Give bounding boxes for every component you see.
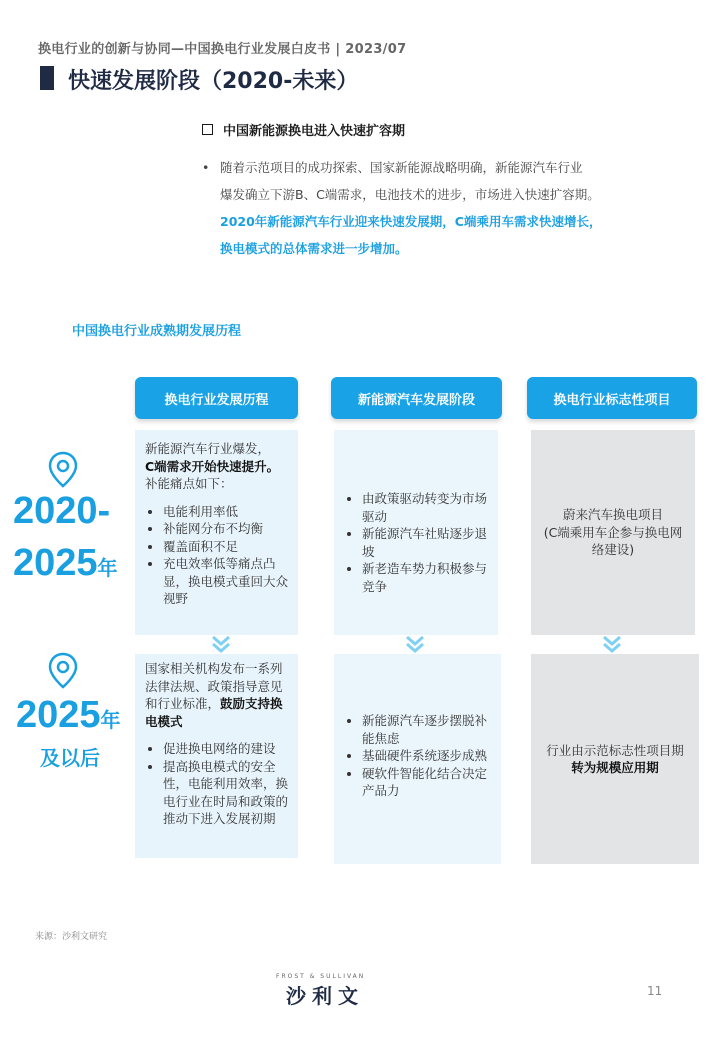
intro-highlight-1: 2020年新能源汽车行业迎来快速发展期，C端乘用车需求快速增长， bbox=[220, 214, 602, 229]
intro-line-2: 爆发确立下游B、C端需求，电池技术的进步，市场进入快速扩容期。 bbox=[220, 187, 600, 202]
bullet-icon: • bbox=[202, 160, 210, 175]
source-note: 来源：沙利文研究 bbox=[35, 932, 108, 942]
column-header-3: 换电行业标志性项目 bbox=[527, 377, 697, 419]
intro-highlight-2: 换电模式的总体需求进一步增加。 bbox=[220, 241, 408, 256]
location-pin-icon bbox=[48, 451, 78, 489]
list-item: • 提高换电模式的安全性，电能利用效率，换电行业在时局和政策的推动下进入发展初期 bbox=[163, 758, 290, 828]
period1-card-nev bbox=[334, 430, 498, 635]
checkbox-square-icon bbox=[202, 124, 213, 135]
intro-line-1: 随着示范项目的成功探索、国家新能源战略明确，新能源汽车行业 bbox=[220, 160, 583, 175]
period2-col3-text: 行业由示范标志性项目期转为规模应用期 bbox=[546, 742, 684, 775]
period1-card-industry bbox=[135, 430, 298, 635]
chevron-down-icon bbox=[601, 634, 623, 654]
chevron-down-icon bbox=[210, 634, 232, 654]
period1-year-number: 2025 bbox=[13, 542, 98, 584]
period1-year-suffix: 年 bbox=[97, 558, 118, 580]
period2-card-landmark bbox=[531, 654, 699, 864]
period1-col3-line1: 蔚来汽车换电项目 bbox=[562, 507, 663, 523]
logo-subtitle: FROST & SULLIVAN bbox=[276, 973, 366, 980]
column-header-1: 换电行业发展历程 bbox=[135, 377, 298, 419]
period1-col1-list bbox=[145, 503, 290, 608]
period1-year-line2 bbox=[13, 542, 118, 585]
list-item: • 新老造车势力积极参与竞争 bbox=[362, 560, 490, 595]
period1-col3-line2: (C端乘用车企参与换电网络建设) bbox=[543, 524, 683, 558]
list-item: • 促进换电网络的建设 bbox=[163, 740, 290, 758]
period1-col1-line3: 补能痛点如下： bbox=[145, 476, 233, 491]
intro-heading bbox=[202, 120, 405, 139]
intro-paragraph bbox=[202, 154, 672, 262]
period1-col2-list bbox=[344, 490, 490, 595]
brand-logo: 沙利文 bbox=[286, 984, 364, 1008]
list-item: • 基础硬件系统逐步成熟 bbox=[362, 747, 493, 765]
period2-year-sub: 及以后 bbox=[40, 746, 100, 770]
period2-year-number: 2025 bbox=[16, 694, 101, 736]
period2-card-industry bbox=[135, 654, 298, 858]
period1-card-landmark bbox=[531, 430, 695, 635]
period2-col2-list bbox=[344, 712, 493, 800]
chevron-down-icon bbox=[404, 634, 426, 654]
page-number: 11 bbox=[647, 984, 663, 998]
location-pin-icon bbox=[48, 652, 78, 690]
section-label: 中国换电行业成熟期发展历程 bbox=[72, 324, 242, 339]
period1-year-line1: 2020- bbox=[13, 490, 111, 532]
list-item: • 覆盖面积不足 bbox=[163, 538, 290, 556]
list-item: • 新能源汽车逐步摆脱补能焦虑 bbox=[362, 712, 493, 747]
period2-year-suffix: 年 bbox=[100, 710, 121, 732]
period1-col1-bold: C端需求开始快速提升。 bbox=[145, 458, 280, 474]
list-item: • 新能源汽车社贴逐步退坡 bbox=[362, 525, 490, 560]
period2-col1-text: 国家相关机构发布一系列法律法规、政策指导意见和行业标准，鼓励支持换电模式 bbox=[145, 661, 283, 729]
column-header-2: 新能源汽车发展阶段 bbox=[331, 377, 502, 419]
running-header: 换电行业的创新与协同—中国换电行业发展白皮书 | 2023/07 bbox=[38, 42, 407, 57]
list-item: • 充电效率低等痛点凸显，换电模式重回大众视野 bbox=[163, 555, 290, 608]
list-item: • 补能网分布不均衡 bbox=[163, 520, 290, 538]
period1-col1-line1: 新能源汽车行业爆发， bbox=[145, 441, 271, 456]
list-item: • 电能利用率低 bbox=[163, 503, 290, 521]
list-item: • 硬软件智能化结合决定产品力 bbox=[362, 765, 493, 800]
list-item: • 由政策驱动转变为市场驱动 bbox=[362, 490, 490, 525]
page-title: 快速发展阶段（2020-未来） bbox=[68, 69, 359, 94]
title-accent-bar bbox=[40, 66, 54, 90]
intro-heading-text: 中国新能源换电进入快速扩容期 bbox=[223, 124, 406, 139]
period2-col1-list bbox=[145, 740, 290, 828]
period2-year bbox=[16, 694, 121, 737]
period2-card-nev bbox=[334, 654, 501, 864]
